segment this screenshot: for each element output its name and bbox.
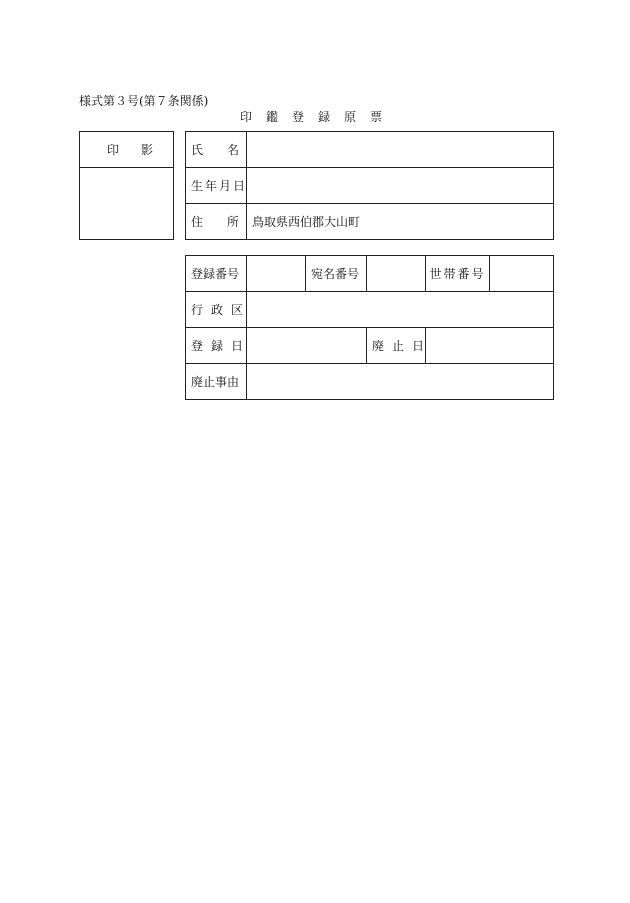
district-label: 行政区 — [186, 292, 247, 328]
birthdate-field[interactable] — [247, 168, 554, 204]
household-number-label: 世帯番号 — [426, 256, 490, 292]
seal-impression-area[interactable] — [80, 168, 174, 240]
birthdate-label: 生年月日 — [186, 168, 247, 204]
reg-date-label: 登録日 — [186, 328, 247, 364]
address-number-label: 宛名番号 — [306, 256, 367, 292]
address-label: 住所 — [186, 204, 247, 240]
seal-impression-table — [79, 131, 174, 240]
reg-date-field[interactable] — [247, 328, 367, 364]
abolish-date-field[interactable] — [426, 328, 554, 364]
registration-table — [185, 255, 554, 400]
reg-number-label: 登録番号 — [186, 256, 247, 292]
abolish-reason-label: 廃止事由 — [186, 364, 247, 400]
seal-impression-header: 印影 — [80, 132, 174, 168]
form-number: 様式第３号(第７条関係) — [79, 94, 209, 108]
abolish-reason-field[interactable] — [247, 364, 554, 400]
form-title: 印鑑登録原票 — [240, 110, 397, 124]
name-field[interactable] — [247, 132, 554, 168]
personal-info-table — [185, 131, 554, 240]
address-number-field[interactable] — [367, 256, 426, 292]
name-label: 氏名 — [186, 132, 247, 168]
reg-number-field[interactable] — [247, 256, 306, 292]
household-number-field[interactable] — [490, 256, 554, 292]
district-field[interactable] — [247, 292, 554, 328]
abolish-date-label: 廃止日 — [367, 328, 426, 364]
address-field[interactable]: 鳥取県西伯郡大山町 — [247, 204, 554, 240]
